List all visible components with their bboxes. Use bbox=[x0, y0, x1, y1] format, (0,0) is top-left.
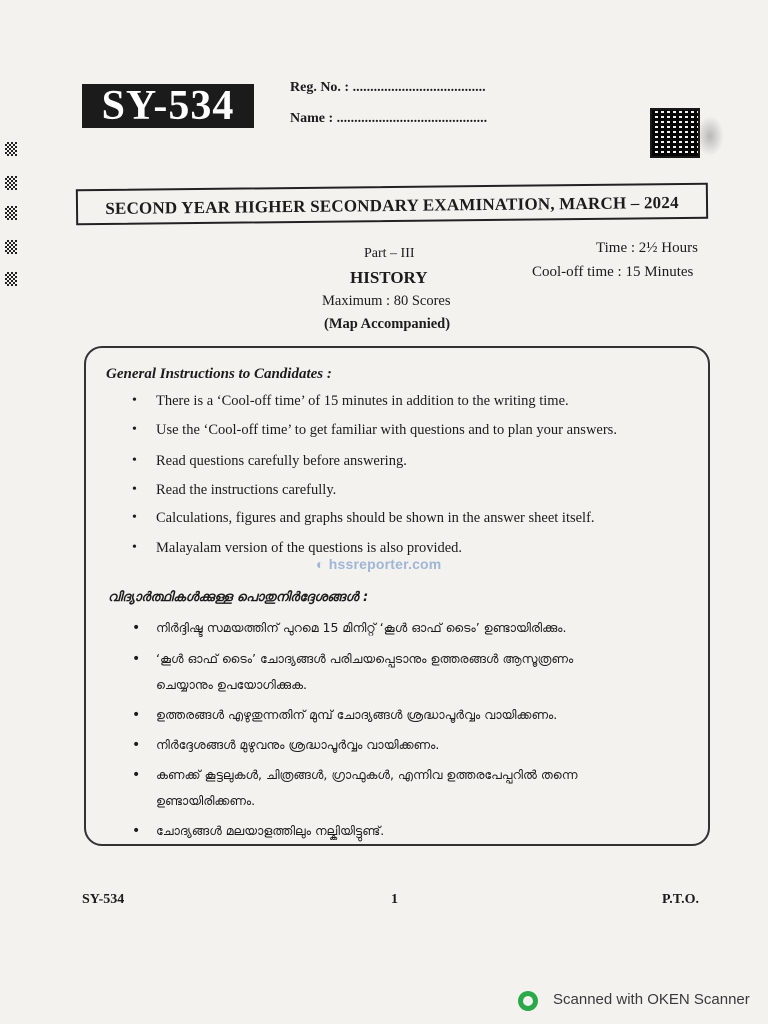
list-item: • കണക്ക് കൂട്ടലുകൾ, ചിത്രങ്ങൾ, ഗ്രാഫുകൾ, എന്നിവ ഉത്തരപേപ്പറിൽ തന്നെ bbox=[132, 767, 578, 783]
page-number: 1 bbox=[391, 892, 398, 907]
paper-code-badge: SY-534 bbox=[82, 84, 254, 128]
reg-no-field: Reg. No. : ...................................... bbox=[290, 80, 486, 95]
max-scores: Maximum : 80 Scores bbox=[322, 293, 451, 309]
subject-title: HISTORY bbox=[350, 268, 428, 287]
name-field: Name : ........................................... bbox=[290, 111, 488, 126]
list-item: • Read questions carefully before answering. bbox=[132, 453, 407, 469]
qr-code-icon bbox=[650, 108, 700, 158]
list-item: • നിർദ്ദേശങ്ങൾ മുഴുവനും ശ്രദ്ധാപൂർവ്വം വായിക്കണം. bbox=[132, 737, 440, 753]
pto-label: P.T.O. bbox=[662, 892, 699, 907]
list-item: • Read the instructions carefully. bbox=[132, 482, 337, 498]
list-item: • ചോദ്യങ്ങൾ മലയാളത്തിലും നല്കിയിട്ടുണ്ട്. bbox=[132, 823, 385, 839]
registration-mark-icon bbox=[5, 240, 17, 254]
watermark: ◐ hssreporter.com bbox=[316, 556, 442, 572]
oken-scanner-logo-icon bbox=[518, 991, 538, 1011]
footer-code: SY-534 bbox=[82, 892, 125, 907]
list-item: • Malayalam version of the questions is also provided. bbox=[132, 540, 463, 556]
list-item: • നിർദ്ദിഷ്ട സമയത്തിന് പുറമെ 15 മിനിറ്റ് ‘കൂൾ ഓഫ് ടൈം’ ഉണ്ടായിരിക്കും. bbox=[132, 620, 567, 636]
scanner-credit: Scanned with OKEN Scanner bbox=[553, 991, 750, 1008]
list-item-continuation: ഉണ്ടായിരിക്കണം. bbox=[156, 793, 256, 808]
registration-mark-icon bbox=[5, 272, 17, 286]
time-label: Time : 2½ Hours bbox=[596, 240, 698, 256]
list-item: • ഉത്തരങ്ങൾ എഴുതുന്നതിന് മുമ്പ് ചോദ്യങ്ങൾ ശ്രദ്ധാപൂർവ്വം വായിക്കണം. bbox=[132, 707, 558, 723]
exam-title: SECOND YEAR HIGHER SECONDARY EXAMINATION, MARCH – 2024 bbox=[76, 183, 708, 226]
malayalam-heading: വിദ്യാർത്ഥികൾക്കുള്ള പൊതുനിർദ്ദേശങ്ങൾ : bbox=[108, 590, 369, 605]
map-note: (Map Accompanied) bbox=[324, 316, 451, 332]
list-item-continuation: ചെയ്യാനും ഉപയോഗിക്കുക. bbox=[156, 677, 308, 692]
list-item: • Use the ‘Cool-off time’ to get familiar with questions and to plan your answers. bbox=[132, 422, 617, 438]
list-item: • Calculations, figures and graphs should be shown in the answer sheet itself. bbox=[132, 510, 595, 526]
instructions-heading: General Instructions to Candidates : bbox=[106, 366, 332, 382]
registration-mark-icon bbox=[5, 206, 17, 220]
registration-mark-icon bbox=[5, 142, 17, 156]
list-item: • There is a ‘Cool-off time’ of 15 minutes in addition to the writing time. bbox=[132, 393, 569, 409]
part-label: Part – III bbox=[364, 246, 415, 261]
registration-mark-icon bbox=[5, 176, 17, 190]
list-item: • ‘കൂൾ ഓഫ് ടൈം’ ചോദ്യങ്ങൾ പരിചയപ്പെടാനും ഉത്തരങ്ങൾ ആസൂത്രണം bbox=[132, 651, 574, 667]
cooloff-label: Cool-off time : 15 Minutes bbox=[532, 264, 694, 280]
